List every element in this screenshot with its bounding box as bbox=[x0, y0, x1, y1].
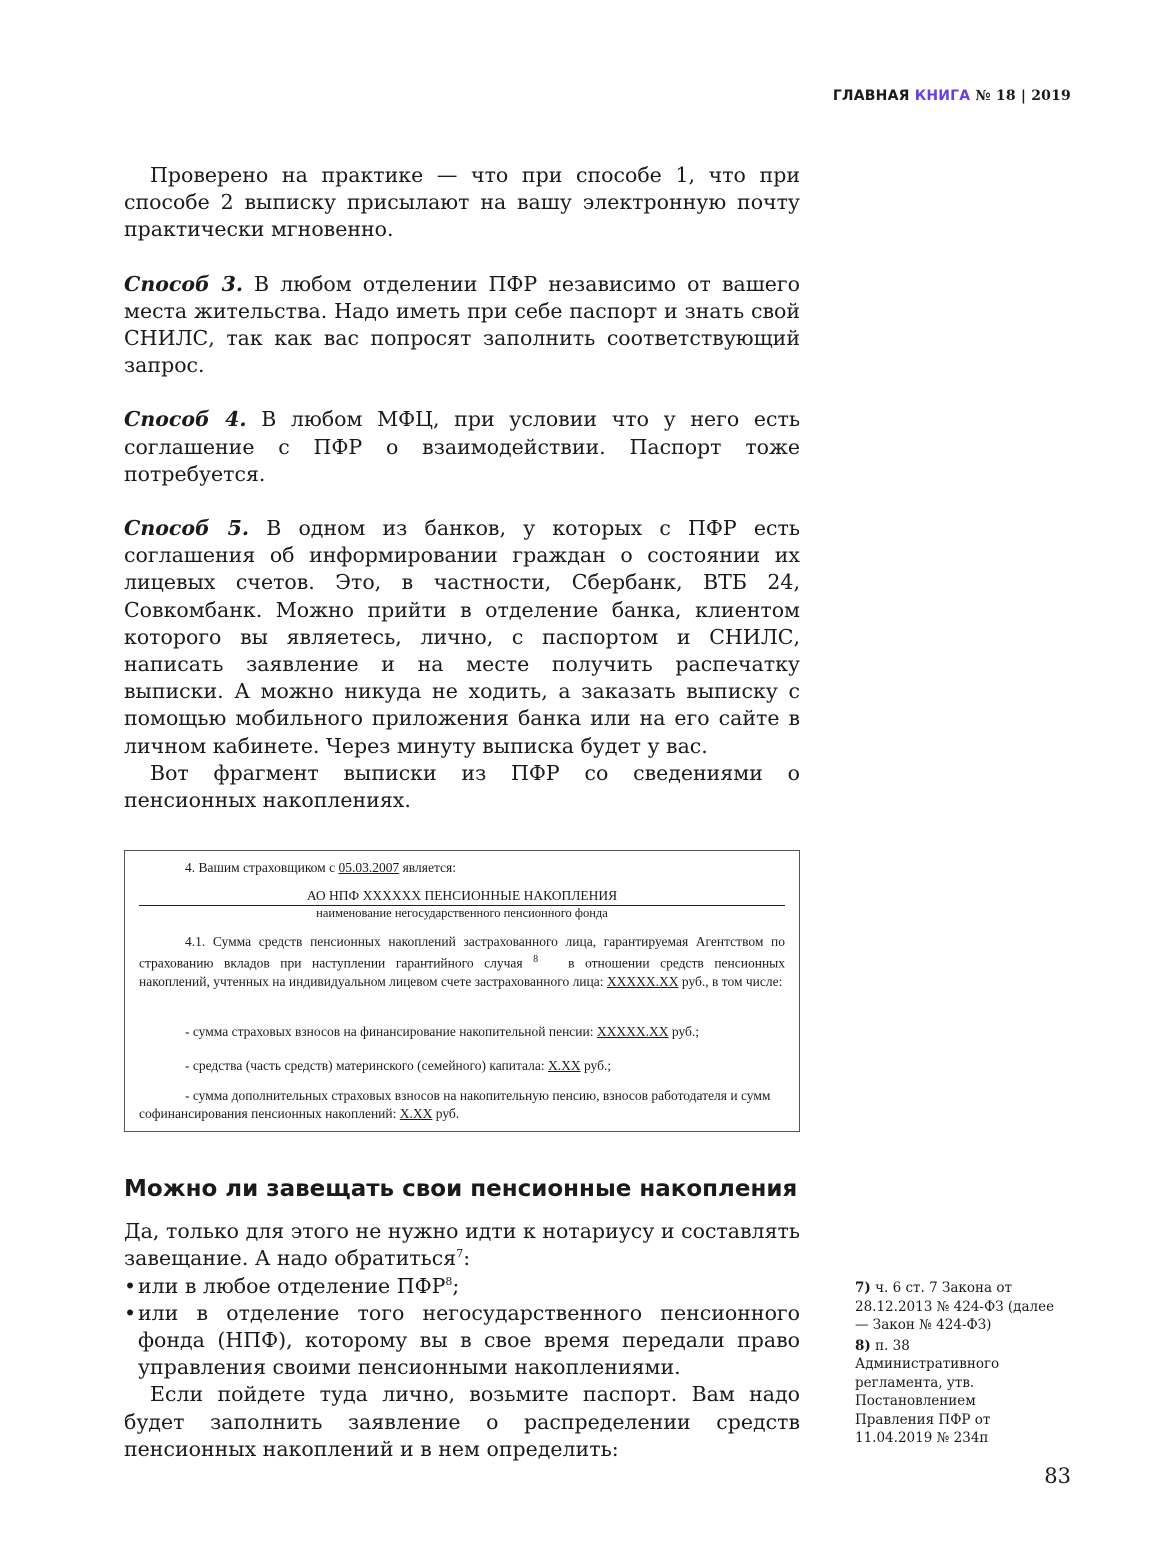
bullet-icon: • bbox=[124, 1300, 137, 1325]
footnote-ref-7: 7 bbox=[456, 1247, 464, 1261]
fragment-fund-name: АО НПФ ХХХХХХ ПЕНСИОННЫЕ НАКОПЛЕНИЯ bbox=[139, 887, 785, 906]
way3-label: Способ 3. bbox=[124, 271, 243, 296]
section-heading: Можно ли завещать свои пенсионные накопления bbox=[124, 1176, 798, 1203]
paragraph-intro: Проверено на практике — что при способе 1, что при способе 2 выписку присылают на вашу электронную почту практически мгновенно. bbox=[124, 163, 800, 242]
paragraph-way3 bbox=[124, 271, 800, 380]
fragment-date: 05.03.2007 bbox=[338, 860, 400, 876]
fragment-insurer-line: 4. Вашим страховщиком с 05.03.2007 является: bbox=[185, 860, 456, 876]
way5-label: Способ 5. bbox=[124, 516, 250, 541]
fragment-footnote-ref: 8 bbox=[533, 954, 539, 966]
fragment-total-amount: ХХХХХ.ХХ bbox=[606, 973, 679, 989]
fragment-item-additional: - сумма дополнительных страховых взносов на накопительную пенсию, взносов работодателя и сумм софинансирования пенсионных накоплений: Х.ХХ руб. bbox=[139, 1088, 771, 1122]
statement-fragment bbox=[124, 850, 800, 1132]
paragraph-fragment-intro: Вот фрагмент выписки из ПФР со сведениями о пенсионных накоплениях. bbox=[124, 760, 800, 813]
bullet-icon: • bbox=[124, 1273, 137, 1298]
way5-text: В одном из банков, у которых с ПФР есть соглашения об информировании граждан о состоянии их лицевых счетов. Это, в частности, Сбербанк, ВТБ 24, Совкомбанк. Можно прийти в отделение банка, клиентом которого вы являетесь, лично, с паспортом и СНИЛС, написать заявление и на месте получить распечатку выписки. А можно никуда не ходить, а заказать выписку с помощью мобильного приложения банка или на его сайте в личном кабинете. Через минуту выписка будет у вас. bbox=[124, 516, 800, 758]
paragraph-way5 bbox=[124, 515, 800, 760]
issue-number: № 18 | 2019 bbox=[975, 88, 1071, 104]
brand-kniga: КНИГА bbox=[914, 88, 971, 104]
options-list bbox=[124, 1273, 800, 1382]
page-number: 83 bbox=[1044, 1464, 1071, 1488]
footnote-7: 7) ч. 6 ст. 7 Закона от 28.12.2013 № 424-ФЗ (далее — Закон № 424-ФЗ) bbox=[855, 1280, 1055, 1333]
fragment-item-maternity-capital: - средства (часть средств) материнского (семейного) капитала: Х.ХХ руб.; bbox=[185, 1058, 612, 1074]
way4-text: В любом МФЦ, при условии что у него есть соглашение с ПФР о взаимодействии. Паспорт тоже потребуется. bbox=[124, 407, 800, 486]
footnotes bbox=[855, 1279, 1055, 1450]
way3-text: В любом отделении ПФР независимо от вашего места жительства. Надо иметь при себе паспорт и знать свой СНИЛС, так как вас попросят заполнить соответствующий запрос. bbox=[124, 271, 800, 378]
main-text bbox=[124, 162, 800, 1463]
paragraph-passport: Если пойдете туда лично, возьмите паспорт. Вам надо будет заполнить заявление о распределении средств пенсионных накоплений и в нем определить: bbox=[124, 1382, 800, 1461]
list-item: • или в отделение того негосударственного пенсионного фонда (НПФ), которому вы в свое время передали право управления своими пенсионными накоплениями. bbox=[124, 1300, 800, 1380]
way4-label: Способ 4. bbox=[124, 407, 247, 432]
fragment-paragraph: 4.1. Сумма средств пенсионных накоплений застрахованного лица, гарантируемая Агентством по страхованию вкладов при наступлении гарантийного случая $^8$ в отношении средств пенсионных накоплений, учтенных на индивидуальном лицевом счете застрахованного лица: ХХХХХ.ХХ руб., в том числе: bbox=[139, 934, 785, 989]
paragraph-where-to-apply: Да, только для этого не нужно идти к нотариусу и составлять завещание. А надо обратиться$^7$: bbox=[124, 1219, 800, 1271]
footnote-ref-8: 8 bbox=[445, 1274, 453, 1288]
footnote-8: 8) п. 38 Административного регламента, утв. Постановлением Правления ПФР от 11.04.2019 № 234п bbox=[855, 1337, 1000, 1446]
fragment-item-contributions: - сумма страховых взносов на финансирование накопительной пенсии: ХХХХХ.ХХ руб.; bbox=[185, 1024, 700, 1040]
brand-glavnaya: ГЛАВНАЯ bbox=[832, 88, 910, 104]
running-header bbox=[833, 88, 1071, 104]
paragraph-way4 bbox=[124, 406, 800, 488]
list-item: • или в любое отделение ПФР$^8$; bbox=[124, 1273, 800, 1300]
fragment-fund-caption: наименование негосударственного пенсионного фонда bbox=[316, 906, 608, 921]
